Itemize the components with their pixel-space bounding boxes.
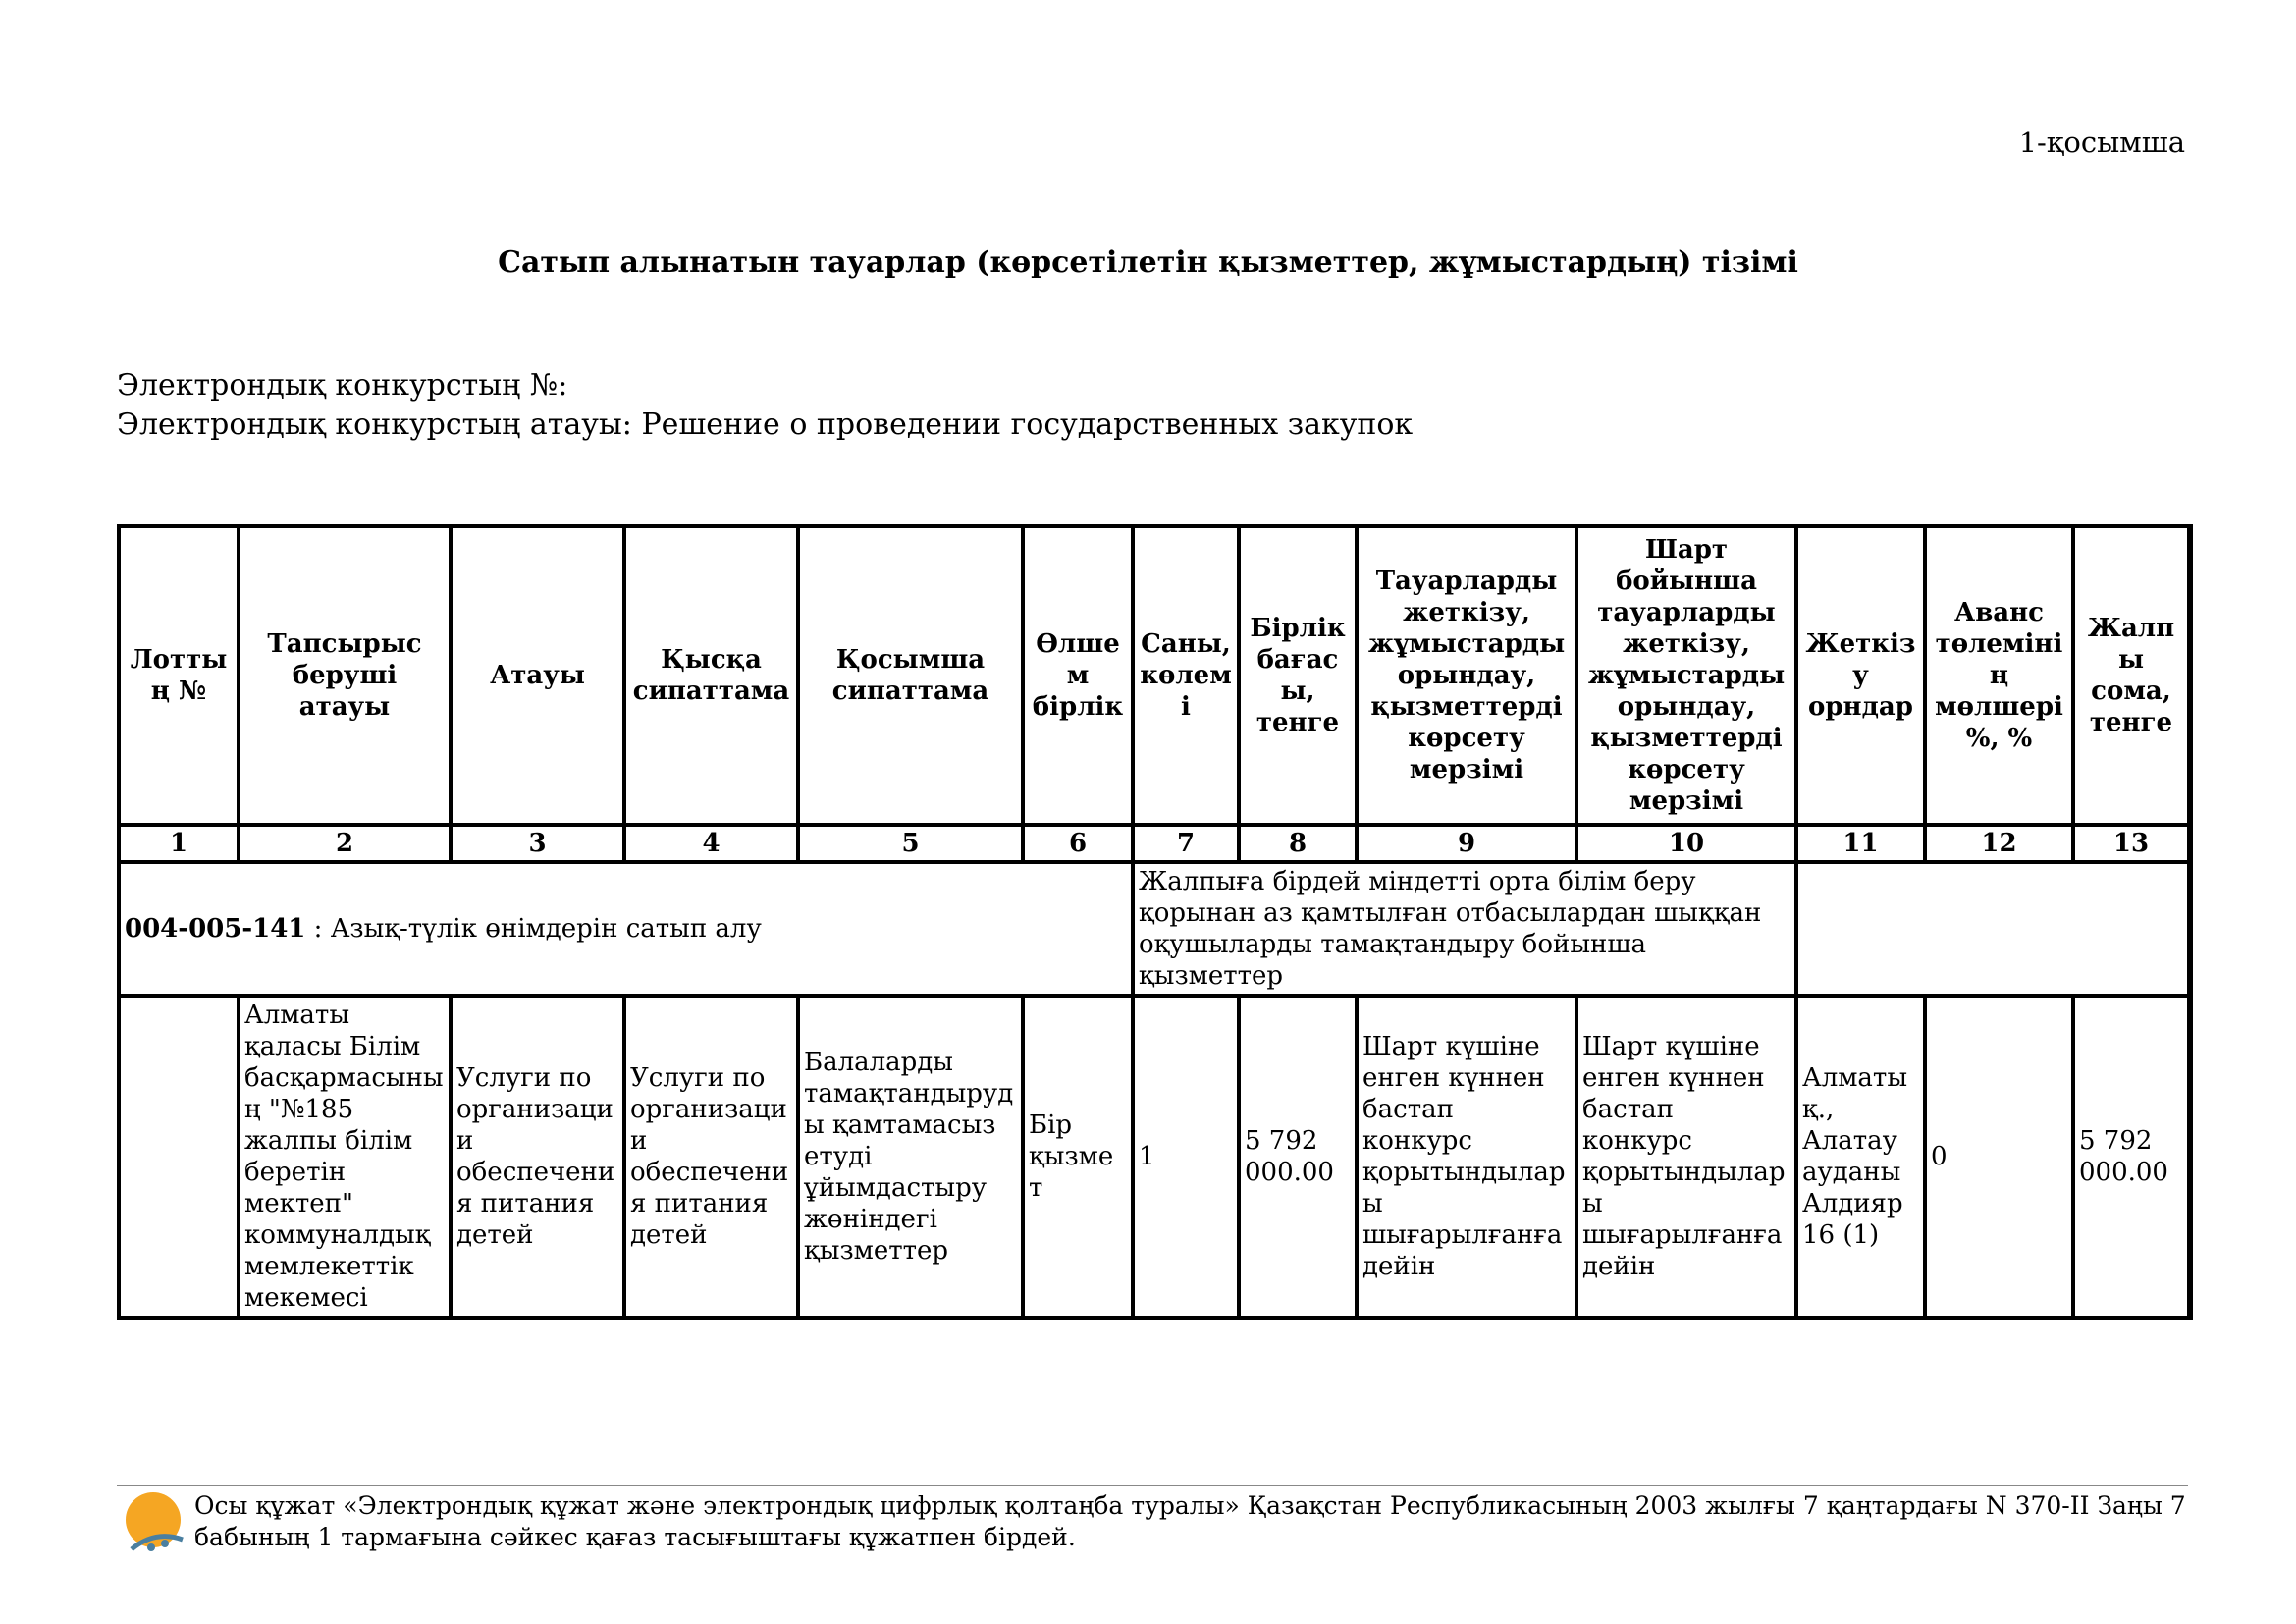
- cell-advance: 0: [1925, 996, 2073, 1318]
- table-row: [119, 996, 2190, 1318]
- competition-info: [117, 366, 1413, 445]
- header-cell: Атауы: [451, 526, 624, 825]
- column-number: 13: [2073, 825, 2190, 862]
- cell-place: Алматы қ., Алатау ауданы Алдияр 16 (1): [1796, 996, 1925, 1318]
- footer-divider: [117, 1485, 2188, 1486]
- cell-quantity: 1: [1133, 996, 1239, 1318]
- column-number-row: [119, 825, 2190, 862]
- lot-empty-cell: [1796, 862, 2190, 996]
- lot-code: 004-005-141: [125, 914, 306, 944]
- column-number: 3: [451, 825, 624, 862]
- lot-row: [119, 862, 2190, 996]
- lot-title-cell: [119, 862, 1133, 996]
- header-cell: Тапсырыс беруші атауы: [239, 526, 451, 825]
- column-number: 2: [239, 825, 451, 862]
- column-number: 10: [1576, 825, 1796, 862]
- column-number: 5: [798, 825, 1023, 862]
- footer-legal-text: Осы құжат «Электрондық құжат және электрондық цифрлық қолтаңба туралы» Қазақстан Республикасының 2003 жылғы 7 қаңтардағы N 370-II Заңы 7 бабының 1 тармағына сәйкес қағаз тасығыштағы құжатпен бірдей.: [194, 1491, 2186, 1551]
- column-number: 9: [1357, 825, 1576, 862]
- cell-unit: Бір қызмет: [1023, 996, 1133, 1318]
- column-number: 11: [1796, 825, 1925, 862]
- header-cell: Қосымша сипаттама: [798, 526, 1023, 825]
- cell-customer: Алматы қаласы Білім басқармасының "№185 жалпы білім беретін мектеп" коммуналдық мемлекеттік мекемесі: [239, 996, 451, 1318]
- cell-delivery-term: Шарт күшіне енген күннен бастап конкурс қорытындылары шығарылғанға дейін: [1357, 996, 1576, 1318]
- header-cell: Тауарларды жеткізу, жұмыстарды орындау, қызметтерді көрсету мерзімі: [1357, 526, 1576, 825]
- lots-table: [117, 524, 2193, 1320]
- column-number: 12: [1925, 825, 2073, 862]
- cell-short-desc: Услуги по организации обеспечения питания детей: [624, 996, 798, 1318]
- competition-number-label: Электрондық конкурстың №:: [117, 368, 568, 403]
- lot-description-cell: Жалпыға бірдей міндетті орта білім беру қорынан аз қамтылған отбасылардан шыққан оқушыларды тамақтандыру бойынша қызметтер: [1133, 862, 1796, 996]
- lot-name: : Азық-түлік өнімдерін сатып алу: [313, 914, 762, 944]
- cell-unit-price: 5 792 000.00: [1239, 996, 1357, 1318]
- column-number: 1: [119, 825, 239, 862]
- cell-extra-desc: Балаларды тамақтандыруды қамтамасыз етуді ұйымдастыру жөніндегі қызметтер: [798, 996, 1023, 1318]
- header-cell: Бірлік бағасы, тенге: [1239, 526, 1357, 825]
- column-number: 4: [624, 825, 798, 862]
- cell-total: 5 792 000.00: [2073, 996, 2190, 1318]
- cell-contract-term: Шарт күшіне енген күннен бастап конкурс қорытындылары шығарылғанға дейін: [1576, 996, 1796, 1318]
- header-cell: Жалпы сома, тенге: [2073, 526, 2190, 825]
- column-number: 7: [1133, 825, 1239, 862]
- column-number: 8: [1239, 825, 1357, 862]
- header-cell: Қысқа сипаттама: [624, 526, 798, 825]
- header-cell: Лоттың №: [119, 526, 239, 825]
- cell-lot-no: [119, 996, 239, 1318]
- competition-name-value: Решение о проведении государственных закупок: [641, 407, 1414, 442]
- competition-name: [117, 406, 1413, 445]
- header-cell: Аванс төлемінің мөлшері %, %: [1925, 526, 2073, 825]
- header-cell: Өлшем бірлік: [1023, 526, 1133, 825]
- table-header-row: [119, 526, 2190, 825]
- header-cell: Шарт бойынша тауарларды жеткізу, жұмыстарды орындау, қызметтерді көрсету мерзімі: [1576, 526, 1796, 825]
- competition-number: [117, 366, 1413, 406]
- header-cell: Жеткізу орндар: [1796, 526, 1925, 825]
- competition-name-label: Электрондық конкурстың атауы:: [117, 407, 632, 442]
- page-title: Сатып алынатын тауарлар (көрсетілетін қызметтер, жұмыстардың) тізімі: [498, 245, 1798, 280]
- cell-name: Услуги по организации обеспечения питания детей: [451, 996, 624, 1318]
- annex-label: 1-қосымша: [2018, 126, 2185, 159]
- column-number: 6: [1023, 825, 1133, 862]
- egov-seal-icon: [122, 1490, 188, 1557]
- header-cell: Саны, көлемі: [1133, 526, 1239, 825]
